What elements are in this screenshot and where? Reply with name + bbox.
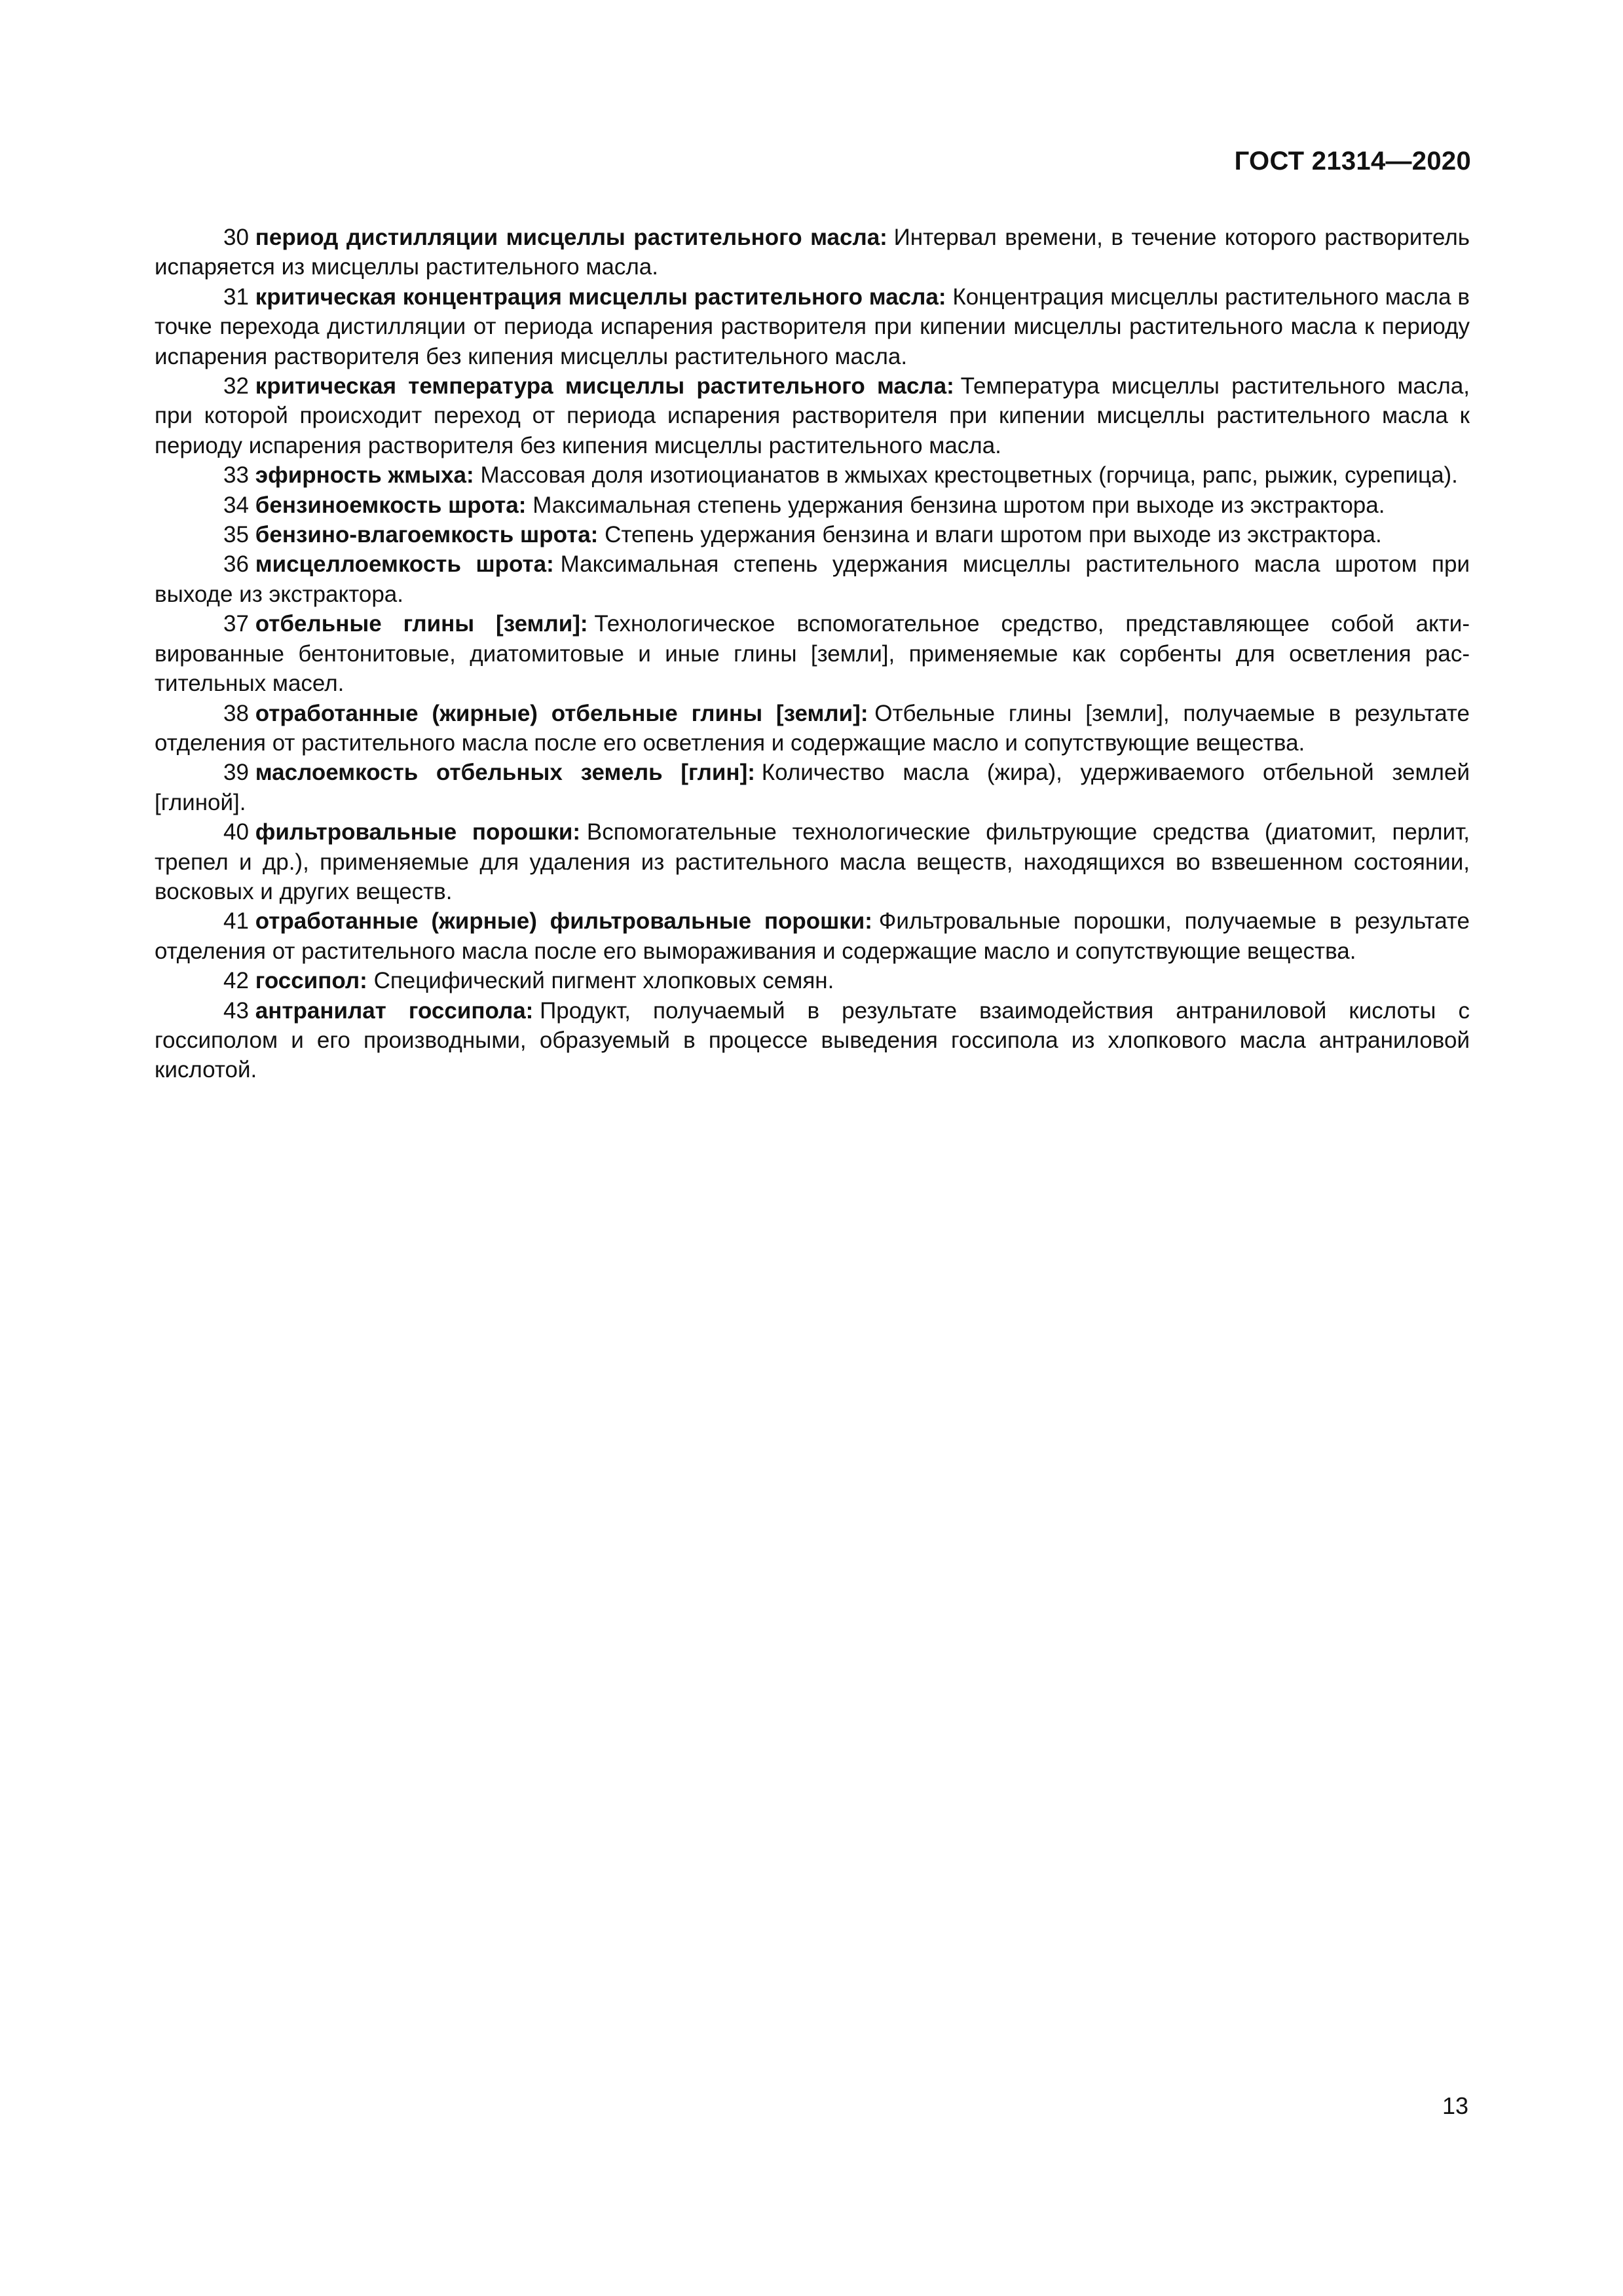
term-title: отработанные (жирные) фильтровальные порошки: <box>255 908 872 935</box>
term-definition: Максимальная степень удержания мисцеллы растительного масла шротом при выходе из экстрактора. <box>155 551 1470 607</box>
term-entry <box>155 996 1470 1085</box>
term-entry <box>155 520 1470 549</box>
term-number: 40 <box>223 819 249 845</box>
term-number: 34 <box>223 492 249 518</box>
term-number: 38 <box>223 700 249 726</box>
term-definition: Количество масла (жира), удерживаемого отбельной землей [глиной]. <box>155 760 1470 815</box>
term-definition: Вспомогательные технологические фильтрующие средства (диатомит, перлит, трепел и др.), применяемые для удаления из растительного масла веществ, находящихся во взвешенном состоянии, восковых и других веществ. <box>155 819 1470 904</box>
term-number: 31 <box>223 284 249 310</box>
term-number: 35 <box>223 522 249 548</box>
term-number: 39 <box>223 760 249 786</box>
term-entry <box>155 758 1470 817</box>
term-title: отбельные глины [земли]: <box>255 611 588 637</box>
term-number: 33 <box>223 462 249 489</box>
term-number: 32 <box>223 373 249 399</box>
term-title: мисцеллоемкость шрота: <box>255 551 554 578</box>
term-entry <box>155 491 1470 520</box>
term-definition: Интервал времени, в течение которого растворитель испаряется из мисцеллы растительного масла. <box>155 225 1470 280</box>
term-title: бензиноемкость шрота: <box>255 492 527 518</box>
term-title: фильтровальные порошки: <box>255 819 581 845</box>
term-entry <box>155 549 1470 609</box>
term-entry <box>155 817 1470 906</box>
term-title: бензино-влагоемкость шрота: <box>255 522 599 548</box>
term-entry <box>155 609 1470 698</box>
term-definition: Отбельные глины [земли], получаемые в результате отделения от растительного масла после его осветления и содержащие масло и сопутствующие вещества. <box>155 700 1470 756</box>
term-definition: Степень удержания бензина и влаги шротом при выходе из экстрактора. <box>605 522 1382 548</box>
page-number: 13 <box>1442 2092 1468 2119</box>
term-number: 30 <box>223 225 249 250</box>
term-title: госсипол: <box>255 968 367 994</box>
term-definition: Фильтровальные порошки, получаемые в результате отделения от растительного масла после его вымораживания и содержащие масло и сопутствующие вещества. <box>155 908 1470 964</box>
term-title: отработанные (жирные) отбельные глины [земли]: <box>255 700 868 726</box>
standard-designation: ГОСТ 21314—2020 <box>1234 147 1471 176</box>
term-number: 36 <box>223 551 249 578</box>
term-number: 37 <box>223 611 249 637</box>
term-number: 42 <box>223 968 249 994</box>
term-definition: Максимальная степень удержания бензина шротом при выходе из экстрактора. <box>532 492 1385 518</box>
terms-list <box>155 223 1470 1085</box>
term-title: эфирность жмыха: <box>255 462 474 489</box>
term-entry <box>155 223 1470 282</box>
term-number: 43 <box>223 997 249 1024</box>
term-entry <box>155 371 1470 460</box>
term-entry <box>155 460 1470 490</box>
term-definition: Массовая доля изотиоцианатов в жмыхах крестоцветных (горчица, рапс, рыжик, сурепица). <box>480 462 1458 489</box>
term-definition: Продукт, получаемый в результате взаимодействия антраниловой кислоты с госсиполом и его производными, образуемый в процессе выведения госсипола из хлопкового масла антраниловой кислотой. <box>155 997 1470 1083</box>
term-number: 41 <box>223 908 249 935</box>
term-entry <box>155 699 1470 758</box>
term-definition: Технологическое вспомогательное средство, представляющее собой активированные бентонитовые, диатомитовые и иные глины [земли], применяемые как сорбенты для осветления растительных масел. <box>155 611 1470 697</box>
term-title: критическая концентрация мисцеллы растительного масла: <box>255 284 946 310</box>
term-definition: Температура мисцеллы растительного масла, при которой происходит переход от периода испарения растворителя при кипении мисцеллы растительного масла к периоду испарения растворителя без кипения мисцеллы растительного масла. <box>155 373 1470 458</box>
term-definition: Концентрация мисцеллы растительного масла в точке перехода дистилляции от периода испарения растворителя при кипении мисцеллы растительного масла к периоду испарения растворителя без кипения мисцеллы растительного масла. <box>155 284 1470 369</box>
term-entry <box>155 282 1470 371</box>
term-entry <box>155 966 1470 995</box>
term-entry <box>155 906 1470 966</box>
term-title: период дистилляции мисцеллы растительного масла: <box>255 225 887 250</box>
term-title: критическая температура мисцеллы растительного масла: <box>255 373 954 399</box>
term-definition: Специфический пигмент хлопковых семян. <box>373 968 834 994</box>
term-title: антранилат госсипола: <box>255 997 534 1024</box>
term-title: маслоемкость отбельных земель [глин]: <box>255 760 755 786</box>
